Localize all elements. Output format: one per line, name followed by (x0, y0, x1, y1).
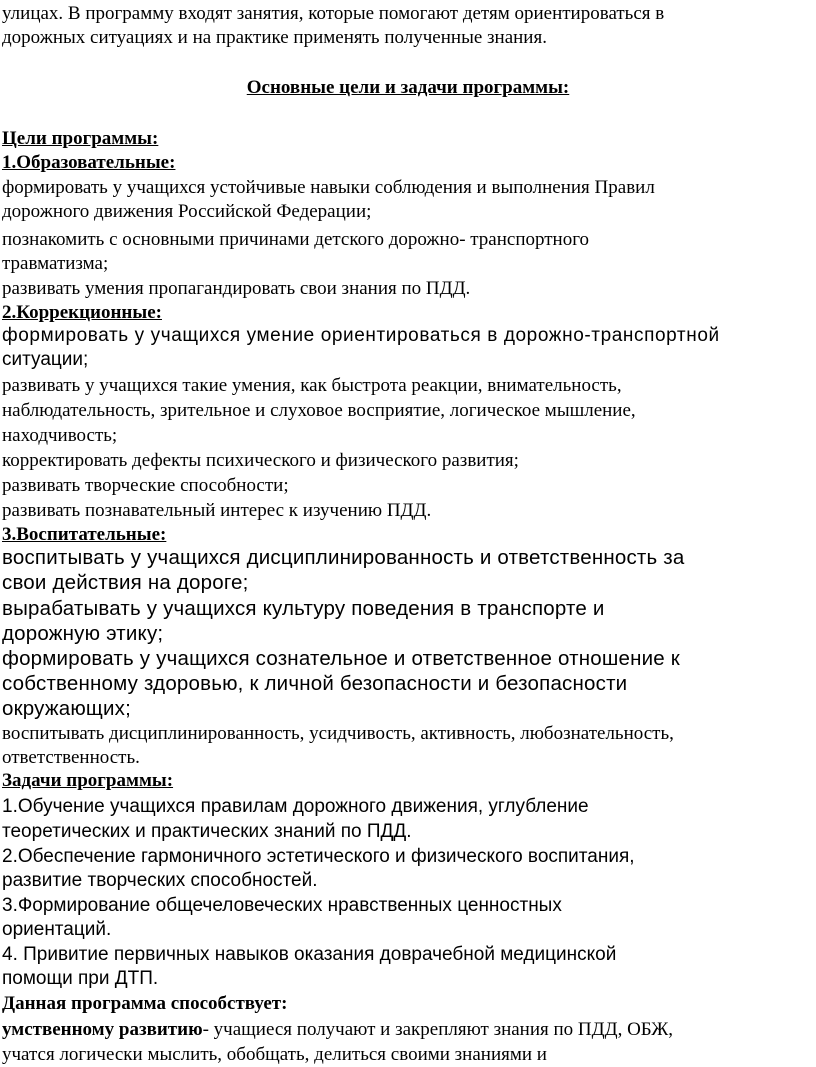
upbringing-line-2: свои действия на дороге; (2, 571, 249, 594)
educational-line-1: формировать у учащихся устойчивые навыки соблюдения и выполнения Правил (2, 177, 655, 198)
correctional-line-6: корректировать дефекты психического и физического развития; (2, 450, 519, 471)
correctional-line-4: наблюдательность, зрительное и слуховое восприятие, логическое мышление, (2, 400, 636, 421)
upbringing-heading: 3.Воспитательные: (2, 524, 167, 545)
educational-line-5: развивать умения пропагандировать свои знания по ПДД. (2, 278, 471, 299)
tasks-line-6: ориентаций. (2, 919, 112, 940)
correctional-line-7: развивать творческие способности; (2, 475, 289, 496)
contributes-term: умственному развитию (2, 1019, 203, 1040)
educational-line-3: познакомить с основными причинами детского дорожно- транспортного (2, 229, 590, 250)
correctional-line-1: формировать у учащихся умение ориентироваться в дорожно-транспортной (2, 325, 720, 346)
educational-line-4: травматизма; (2, 253, 109, 274)
correctional-line-5: находчивость; (2, 425, 118, 446)
tasks-line-7: 4. Привитие первичных навыков оказания доврачебной медицинской (2, 944, 617, 965)
upbringing-line-6: собственному здоровью, к личной безопасности и безопасности (2, 672, 628, 695)
correctional-line-8: развивать познавательный интерес к изучению ПДД. (2, 500, 432, 521)
upbringing-line-5: формировать у учащихся сознательное и ответственное отношение к (2, 647, 680, 670)
correctional-heading: 2.Коррекционные: (2, 302, 162, 323)
upbringing-line-9: ответственность. (2, 747, 140, 768)
educational-heading: 1.Образовательные: (2, 152, 176, 173)
tasks-heading: Задачи программы: (2, 770, 174, 791)
contributes-heading: Данная программа способствует: (2, 993, 288, 1014)
tasks-line-3: 2.Обеспечение гармоничного эстетического и физического воспитания, (2, 846, 635, 867)
upbringing-line-3: вырабатывать у учащихся культуру поведения в транспорте и (2, 597, 605, 620)
upbringing-line-7: окружающих; (2, 697, 131, 720)
contributes-line-2: учатся логически мыслить, обобщать, делиться своими знаниями и (2, 1044, 547, 1065)
intro-line-1: улицах. В программу входят занятия, которые помогают детям ориентироваться в (2, 3, 665, 24)
tasks-line-8: помощи при ДТП. (2, 968, 159, 989)
tasks-line-4: развитие творческих способностей. (2, 870, 318, 891)
correctional-line-2: ситуации; (2, 349, 89, 370)
goals-heading: Цели программы: (2, 128, 159, 149)
main-heading: Основные цели и задачи программы: (246, 77, 570, 98)
upbringing-line-1: воспитывать у учащихся дисциплинированность и ответственность за (2, 546, 685, 569)
correctional-line-3: развивать у учащихся такие умения, как быстрота реакции, внимательность, (2, 375, 622, 396)
contributes-line-1-rest: - учащиеся получают и закрепляют знания по ПДД, ОБЖ, (202, 1019, 674, 1040)
upbringing-line-8: воспитывать дисциплинированность, усидчивость, активность, любознательность, (2, 723, 674, 744)
tasks-line-5: 3.Формирование общечеловеческих нравственных ценностных (2, 895, 562, 916)
upbringing-line-4: дорожную этику; (2, 622, 164, 645)
educational-line-2: дорожного движения Российской Федерации; (2, 201, 372, 222)
tasks-line-1: 1.Обучение учащихся правилам дорожного движения, углубление (2, 796, 589, 817)
tasks-line-2: теоретических и практических знаний по ПДД. (2, 821, 412, 842)
intro-line-2: дорожных ситуациях и на практике применять полученные знания. (2, 27, 547, 48)
contributes-line-1 (2, 1018, 673, 1042)
